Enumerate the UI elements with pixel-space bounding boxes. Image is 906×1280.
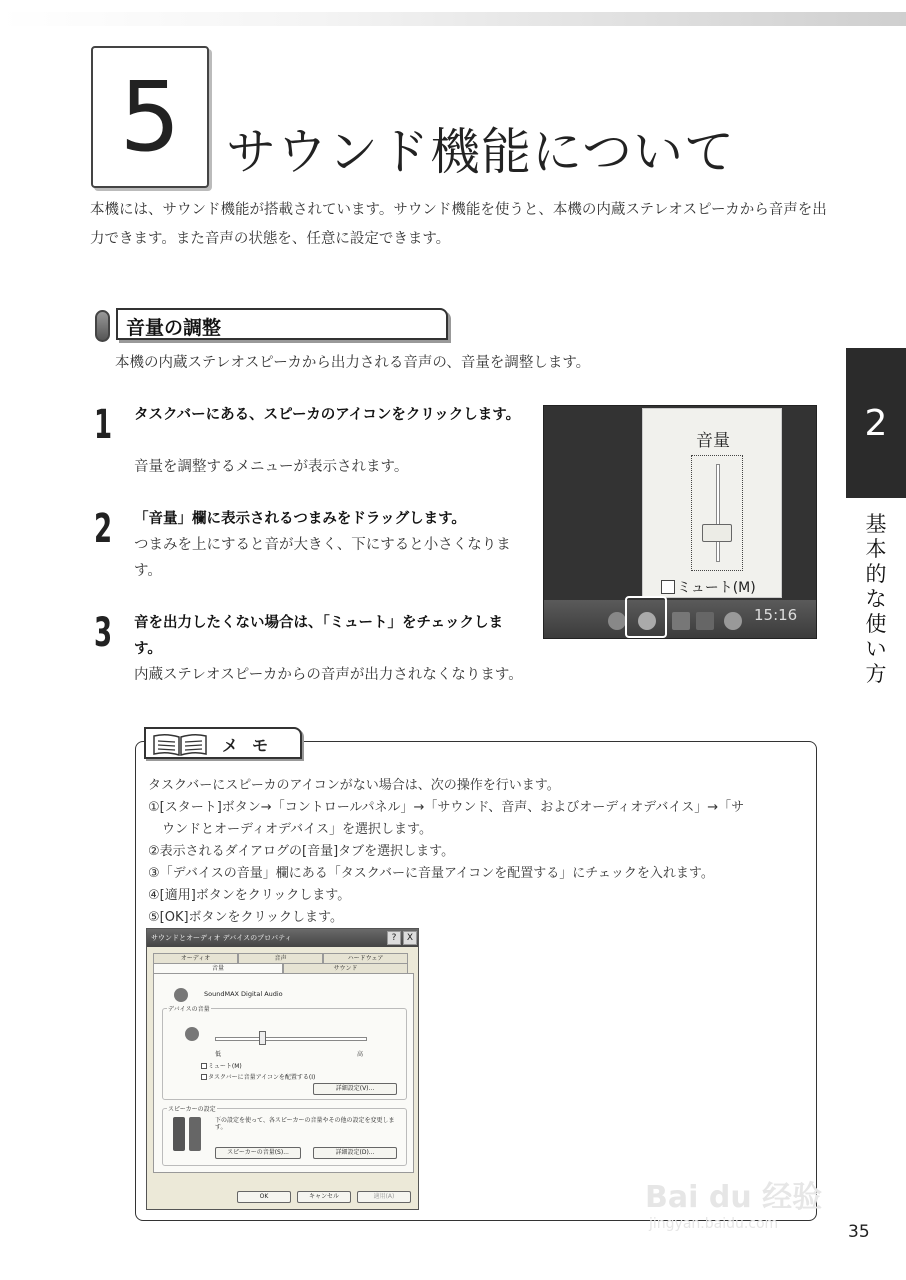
book-icon (152, 733, 208, 757)
speaker-left-icon (173, 1117, 185, 1151)
side-tab-text (858, 512, 894, 687)
device-volume-slider[interactable] (215, 1037, 367, 1041)
volume-popup-screenshot (543, 405, 817, 639)
watermark (645, 1148, 845, 1238)
volume-slider-focus (691, 455, 743, 571)
memo-label: メモ (222, 736, 283, 755)
side-char: 使 (865, 612, 887, 636)
shield-icon[interactable] (724, 612, 742, 630)
tab-sounds[interactable]: サウンド (283, 963, 408, 973)
memo-line: ウンドとオーディオデバイス」を選択します。 (162, 822, 433, 837)
device-volume-group (162, 1008, 407, 1100)
step-number: 1 (94, 402, 113, 448)
side-char: 本 (865, 537, 887, 561)
chapter-number-box (91, 46, 209, 188)
dialog-volume-page (153, 973, 414, 1173)
memo-line: タスクバーにスピーカのアイコンがない場合は、次の操作を行います。 (148, 778, 560, 793)
page-number: 35 (848, 1222, 870, 1242)
section-marker-icon (95, 310, 110, 342)
memo-line: ②表示されるダイアログの[音量]タブを選択します。 (148, 844, 455, 859)
dialog-title: サウンドとオーディオ デバイスのプロパティ (151, 934, 292, 942)
memo-line: ⑤[OK]ボタンをクリックします。 (148, 910, 343, 925)
cancel-button[interactable]: キャンセル (297, 1191, 351, 1203)
titlebar-buttons (387, 931, 417, 945)
step-number: 2 (94, 506, 113, 552)
mute-label: ミュート(M) (677, 580, 756, 596)
intro-paragraph: 本機には、サウンド機能が搭載されています。サウンド機能を使うと、本機の内蔵ステレオスピーカから音声を出力できます。また音声の状態を、任意に設定できます。 (90, 202, 827, 247)
speaker-settings-label: スピーカーの設定 (168, 1106, 216, 1113)
dialog-tabs-front (153, 963, 408, 973)
side-char: 基 (865, 512, 887, 536)
step-body: つまみを上にすると音が大きく、下にすると小さくなります。 (134, 537, 511, 579)
section-title: 音量の調整 (126, 317, 222, 339)
memo-text (148, 775, 808, 929)
mute-label: ミュート(M) (208, 1063, 242, 1070)
speaker-settings-desc: 下の設定を使って、各スピーカーの音量やその他の設定を変更します。 (215, 1117, 395, 1131)
tab-volume[interactable]: 音量 (153, 963, 283, 973)
speaker-icon (174, 988, 188, 1002)
speaker-volume-button[interactable]: スピーカーの音量(S)... (215, 1147, 301, 1159)
arrow-icon[interactable] (608, 612, 626, 630)
sound-properties-dialog (146, 928, 419, 1210)
side-char: い (865, 637, 887, 661)
side-char: 方 (865, 662, 887, 686)
volume-slider-track[interactable] (716, 464, 720, 562)
volume-slider-thumb[interactable] (702, 524, 732, 542)
volume-popup-panel (642, 408, 782, 598)
tab-hardware[interactable]: ハードウェア (323, 953, 408, 963)
speaker-settings-group (162, 1108, 407, 1166)
memo-line: ③「デバイスの音量」欄にある「タスクバーに音量アイコンを配置する」にチェックを入れます。 (148, 866, 714, 881)
memo-line: ①[スタート]ボタン→「コントロールパネル」→「サウンド、音声、およびオーディオデバイス」→「サ (148, 800, 745, 815)
dialog-titlebar (147, 929, 419, 947)
taskbar-icon-checkbox[interactable] (201, 1072, 315, 1081)
step-number: 3 (94, 610, 113, 656)
chapter-side-tab (846, 348, 906, 498)
side-tab-number: 2 (864, 402, 888, 444)
step-2 (94, 506, 524, 586)
memo-tab (144, 727, 302, 759)
low-label: 低 (215, 1051, 222, 1058)
watermark-url: jingyan.baidu.com (649, 1216, 779, 1232)
step-title: タスクバーにある、スピーカのアイコンをクリックします。 (134, 407, 521, 423)
close-icon[interactable]: X (403, 931, 417, 945)
chapter-title: サウンド機能について (226, 123, 735, 181)
volume-label: 音量 (696, 431, 730, 451)
device-volume-label: デバイスの音量 (168, 1006, 210, 1013)
section-description: 本機の内蔵ステレオスピーカから出力される音声の、音量を調整します。 (115, 355, 591, 371)
advanced-volume-button[interactable]: 詳細設定(V)... (313, 1083, 397, 1095)
tab-voice[interactable]: 音声 (238, 953, 323, 963)
chapter-number: 5 (119, 61, 181, 173)
speaker-advanced-button[interactable]: 詳細設定(D)... (313, 1147, 397, 1159)
speaker-icon (185, 1027, 199, 1041)
monitor-icon[interactable] (696, 612, 714, 630)
side-char: 的 (865, 562, 887, 586)
step-title: 音を出力したくない場合は、「ミュート」をチェックします。 (134, 615, 504, 657)
section-heading (95, 308, 450, 342)
help-icon[interactable]: ? (387, 931, 401, 945)
side-char: な (865, 587, 887, 611)
high-label: 高 (357, 1051, 364, 1058)
step-body: 内蔵ステレオスピーカからの音声が出力されなくなります。 (134, 667, 523, 683)
checkbox-box[interactable] (201, 1074, 207, 1080)
ok-button[interactable]: OK (237, 1191, 291, 1203)
header-gradient-bar (0, 12, 906, 26)
step-body: 音量を調整するメニューが表示されます。 (134, 459, 409, 475)
step-title: 「音量」欄に表示されるつまみをドラッグします。 (134, 511, 466, 527)
memo-line: ④[適用]ボタンをクリックします。 (148, 888, 351, 903)
taskbar-icon-label: タスクバーに音量アイコンを配置する(I) (208, 1074, 316, 1081)
mute-checkbox[interactable] (661, 577, 756, 597)
step-1 (94, 402, 524, 482)
apply-button[interactable]: 適用(A) (357, 1191, 411, 1203)
watermark-brand: Bai du 经验 (645, 1180, 823, 1215)
device-volume-thumb[interactable] (259, 1031, 266, 1045)
device-name: SoundMAX Digital Audio (204, 990, 283, 998)
section-title-box (116, 308, 448, 340)
speaker-icon-highlight (625, 596, 667, 638)
checkbox-box[interactable] (661, 580, 675, 594)
mute-checkbox[interactable] (201, 1061, 242, 1070)
dialog-tabs-back (153, 953, 408, 963)
taskbar-clock: 15:16 (754, 606, 798, 624)
speaker-right-icon (189, 1117, 201, 1151)
checkbox-box[interactable] (201, 1063, 207, 1069)
network-icon[interactable] (672, 612, 690, 630)
tab-audio[interactable]: オーディオ (153, 953, 238, 963)
step-3 (94, 610, 524, 715)
